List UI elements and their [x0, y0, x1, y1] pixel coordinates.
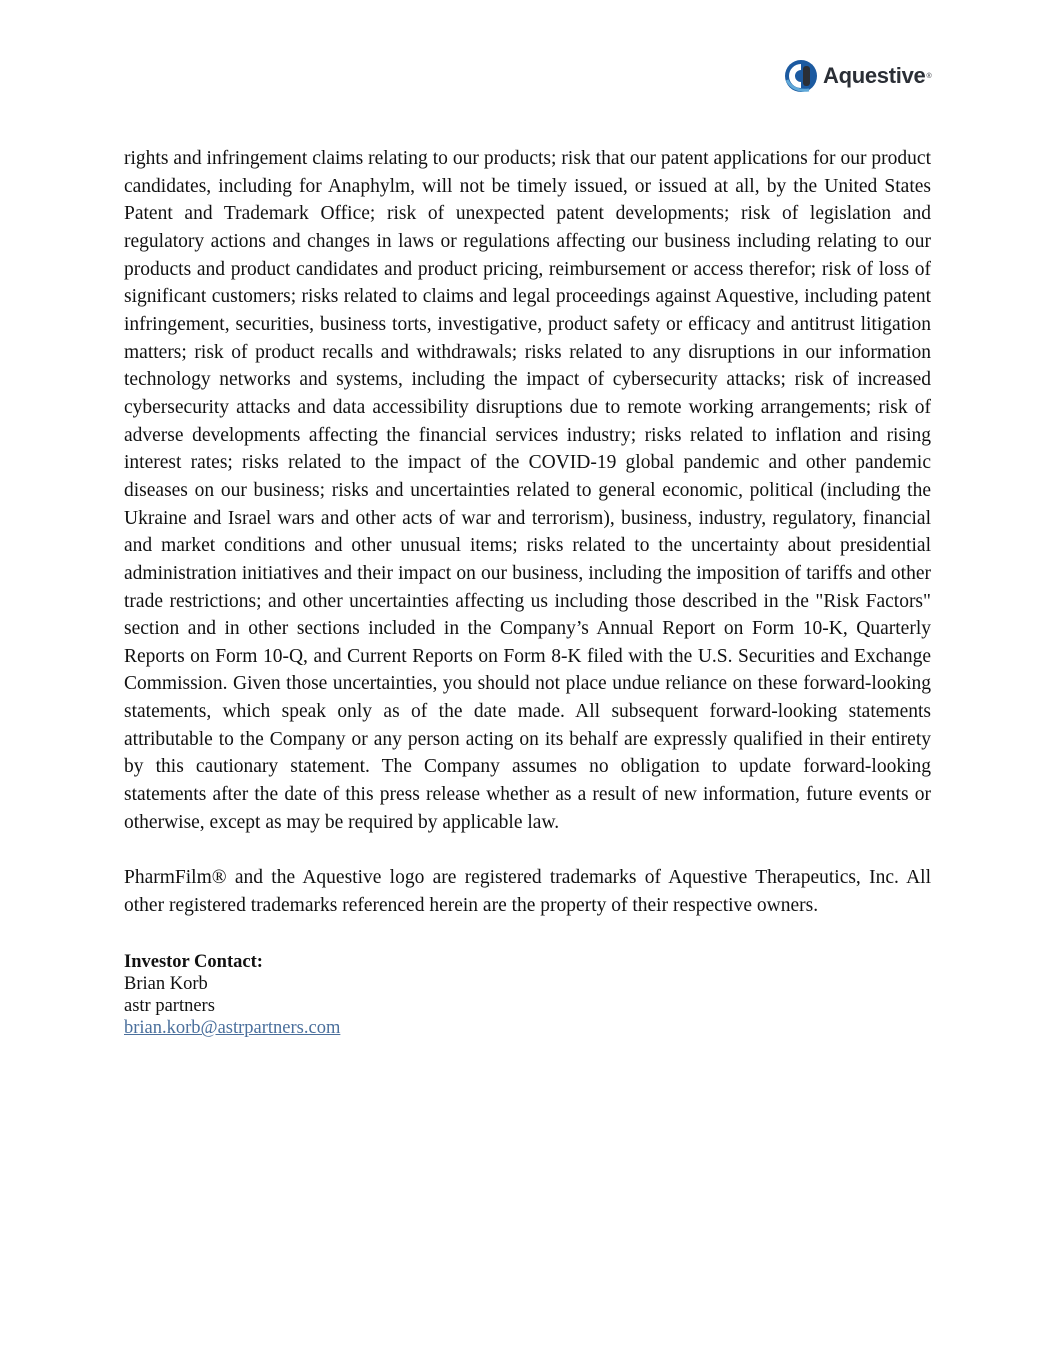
logo-wordmark: Aquestive	[823, 63, 926, 88]
trademark-paragraph: PharmFilm® and the Aquestive logo are registered trademarks of Aquestive Therapeutics, Inc. All other registered trademarks referenced herein are the property of their respective owners.	[124, 867, 931, 916]
contact-company: astr partners	[124, 996, 215, 1017]
aquestive-logo-icon	[783, 58, 819, 94]
contact-name: Brian Korb	[124, 974, 208, 995]
investor-contact-block	[124, 951, 931, 1039]
forward-looking-statement-paragraph: rights and infringement claims relating to our products; risk that our patent applications for our product candidates, including for Anaphylm, will not be timely issued, or issued at all, by the United States Patent and Trademark Office; risk of unexpected patent developments; risk of legislation and regulatory actions and changes in laws or regulations affecting our business including relating to our products and product candidates and product pricing, reimbursement or access therefor; risk of loss of significant customers; risks related to claims and legal proceedings against Aquestive, including patent infringement, securities, business torts, investigative, product safety or efficacy and antitrust litigation matters; risk of product recalls and withdrawals; risks related to any disruptions in our information technology networks and systems, including the impact of cybersecurity attacks; risk of increased cybersecurity attacks and data accessibility disruptions due to remote working arrangements; risk of adverse developments affecting the financial services industry; risks related to inflation and rising interest rates; risks related to the impact of the COVID-19 global pandemic and other pandemic diseases on our business; risks and uncertainties related to general economic, political (including the Ukraine and Israel wars and other acts of war and terrorism), business, industry, regulatory, financial and market conditions and other unusual items; risks related to the uncertainty about presidential administration initiatives and their impact on our business, including the imposition of tariffs and other trade restrictions; and other uncertainties affecting us including those described in the "Risk Factors" section and in other sections included in the Company’s Annual Report on Form 10-K, Quarterly Reports on Form 10-Q, and Current Reports on Form 8-K filed with the U.S. Securities and Exchange Commission. Given those uncertainties, you should not place undue reliance on these forward-looking statements, which speak only as of the date made. All subsequent forward-looking statements attributable to the Company or any person acting on its behalf are expressly qualified in their entirety by this cautionary statement. The Company assumes no obligation to update forward-looking statements after the date of this press release whether as a result of new information, future events or otherwise, except as may be required by applicable law.	[124, 148, 931, 833]
contact-email-link[interactable]: brian.korb@astrpartners.com	[124, 1018, 341, 1039]
contact-heading: Investor Contact:	[124, 952, 263, 973]
logo-trademark: ®	[926, 72, 932, 80]
document-body	[124, 145, 931, 1039]
company-logo	[783, 58, 932, 94]
